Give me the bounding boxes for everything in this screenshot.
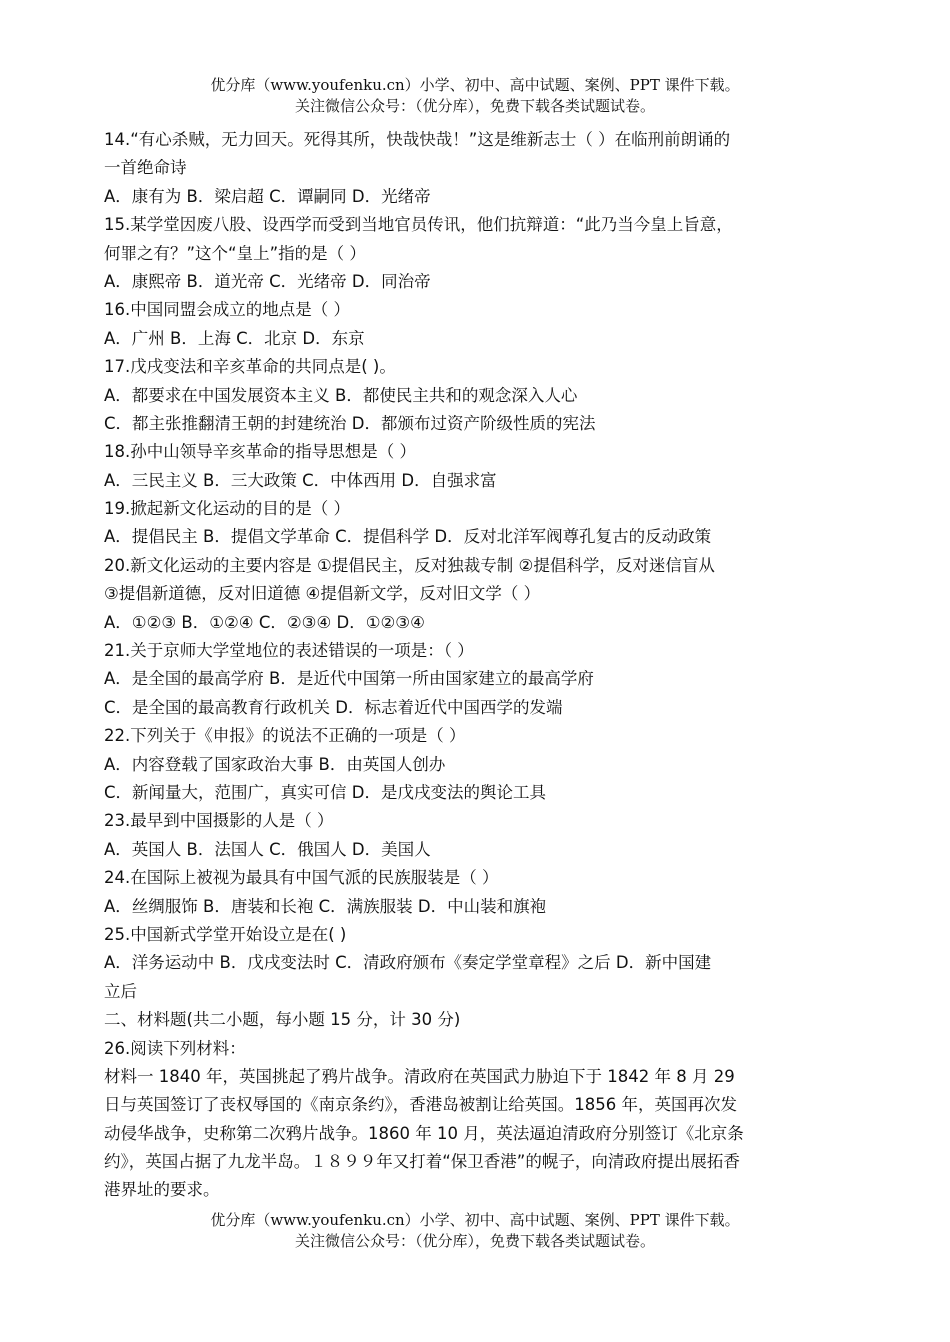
q22-options-ab: A．内容登载了国家政治大事 B．由英国人创办 bbox=[104, 754, 446, 774]
q19-stem: 19.掀起新文化运动的目的是（ ） bbox=[104, 499, 350, 519]
q17-options-ab: A．都要求在中国发展资本主义 B．都使民主共和的观念深入人心 bbox=[104, 385, 578, 405]
q19-options: A．提倡民主 B．提倡文学革命 C．提倡科学 D．反对北洋军阀尊孔复古的反动政策 bbox=[104, 527, 712, 547]
q16-stem: 16.中国同盟会成立的地点是（ ） bbox=[104, 300, 350, 320]
q20-stem-line-1: 20.新文化运动的主要内容是 ①提倡民主，反对独裁专制 ②提倡科学，反对迷信盲从 bbox=[104, 555, 715, 575]
q20-options: A．①②③ B．①②④ C．②③④ D．①②③④ bbox=[104, 612, 425, 632]
q25-options-line-1: A．洋务运动中 B．戊戌变法时 C．清政府颁布《奏定学堂章程》之后 D．新中国建 bbox=[104, 953, 712, 973]
q23-options: A．英国人 B．法国人 C．俄国人 D．美国人 bbox=[104, 839, 431, 859]
q20-stem-line-2: ③提倡新道德，反对旧道德 ④提倡新文学，反对旧文学（ ） bbox=[104, 584, 541, 604]
q17-stem: 17.戊戌变法和辛亥革命的共同点是( )。 bbox=[104, 357, 396, 377]
q21-options-ab: A．是全国的最高学府 B．是近代中国第一所由国家建立的最高学府 bbox=[104, 669, 594, 689]
q21-options-cd: C．是全国的最高教育行政机关 D．标志着近代中国西学的发端 bbox=[104, 697, 563, 717]
q14-stem-line-2: 一首绝命诗 bbox=[104, 158, 187, 178]
q24-stem: 24.在国际上被视为最具有中国气派的民族服装是（ ） bbox=[104, 868, 499, 888]
q15-stem-line-2: 何罪之有？”这个“皇上”指的是（ ） bbox=[104, 243, 366, 263]
q26-stem: 26.阅读下列材料： bbox=[104, 1038, 246, 1058]
header-line-2: 关注微信公众号：（优分库），免费下载各类试题试卷。 bbox=[294, 97, 655, 115]
q18-options: A．三民主义 B．三大政策 C．中体西用 D．自强求富 bbox=[104, 470, 497, 490]
q14-options: A．康有为 B．梁启超 C．谭嗣同 D．光绪帝 bbox=[104, 186, 431, 206]
header-line-1: 优分库（www.youfenku.cn）小学、初中、高中试题、案例、PPT 课件下载。 bbox=[210, 76, 740, 94]
q21-stem: 21.关于京师大学堂地位的表述错误的一项是：（ ） bbox=[104, 641, 474, 661]
footer-line-1: 优分库（www.youfenku.cn）小学、初中、高中试题、案例、PPT 课件下载。 bbox=[210, 1211, 740, 1229]
q25-stem: 25.中国新式学堂开始设立是在( ) bbox=[104, 924, 347, 944]
q26-material-1-line-3: 动侵华战争，史称第二次鸦片战争。1860 年 10 月，英法逼迫清政府分别签订《北京条 bbox=[104, 1123, 744, 1143]
q26-material-1-line-5: 港界址的要求。 bbox=[104, 1180, 220, 1200]
q15-options: A．康熙帝 B．道光帝 C．光绪帝 D．同治帝 bbox=[104, 271, 431, 291]
q15-stem-line-1: 15.某学堂因废八股、设西学而受到当地官员传讯，他们抗辩道：“此乃当今皇上旨意， bbox=[104, 215, 733, 235]
q25-options-line-2: 立后 bbox=[104, 981, 137, 1001]
footer-line-2: 关注微信公众号：（优分库），免费下载各类试题试卷。 bbox=[294, 1232, 655, 1250]
q16-options: A．广州 B．上海 C．北京 D．东京 bbox=[104, 328, 365, 348]
q26-material-1-line-1: 材料一 1840 年，英国挑起了鸦片战争。清政府在英国武力胁迫下于 1842 年 8 月 29 bbox=[104, 1066, 735, 1086]
q18-stem: 18.孙中山领导辛亥革命的指导思想是（ ） bbox=[104, 442, 416, 462]
q26-material-1-line-4: 约》，英国占据了九龙半岛。１８９９年又打着“保卫香港”的幌子，向清政府提出展拓香 bbox=[104, 1152, 740, 1172]
q14-stem-line-1: 14.“有心杀贼，无力回天。死得其所，快哉快哉！”这是维新志士（ ）在临刑前朗诵的 bbox=[104, 130, 731, 149]
q22-stem: 22.下列关于《申报》的说法不正确的一项是（ ） bbox=[104, 726, 466, 746]
q17-options-cd: C．都主张推翻清王朝的封建统治 D．都颁布过资产阶级性质的宪法 bbox=[104, 413, 596, 433]
q23-stem: 23.最早到中国摄影的人是（ ） bbox=[104, 811, 334, 831]
q22-options-cd: C．新闻量大，范围广，真实可信 D．是戊戌变法的舆论工具 bbox=[104, 782, 546, 802]
page-header bbox=[0, 75, 950, 117]
q26-material-1-line-2: 日与英国签订了丧权辱国的《南京条约》，香港岛被割让给英国。1856 年，英国再次发 bbox=[104, 1095, 737, 1115]
page-footer bbox=[0, 1210, 950, 1252]
section-2-title: 二、材料题(共二小题，每小题 15 分，计 30 分) bbox=[104, 1010, 461, 1030]
question-list bbox=[104, 126, 849, 1205]
q24-options: A．丝绸服饰 B．唐装和长袍 C．满族服装 D．中山装和旗袍 bbox=[104, 896, 547, 916]
